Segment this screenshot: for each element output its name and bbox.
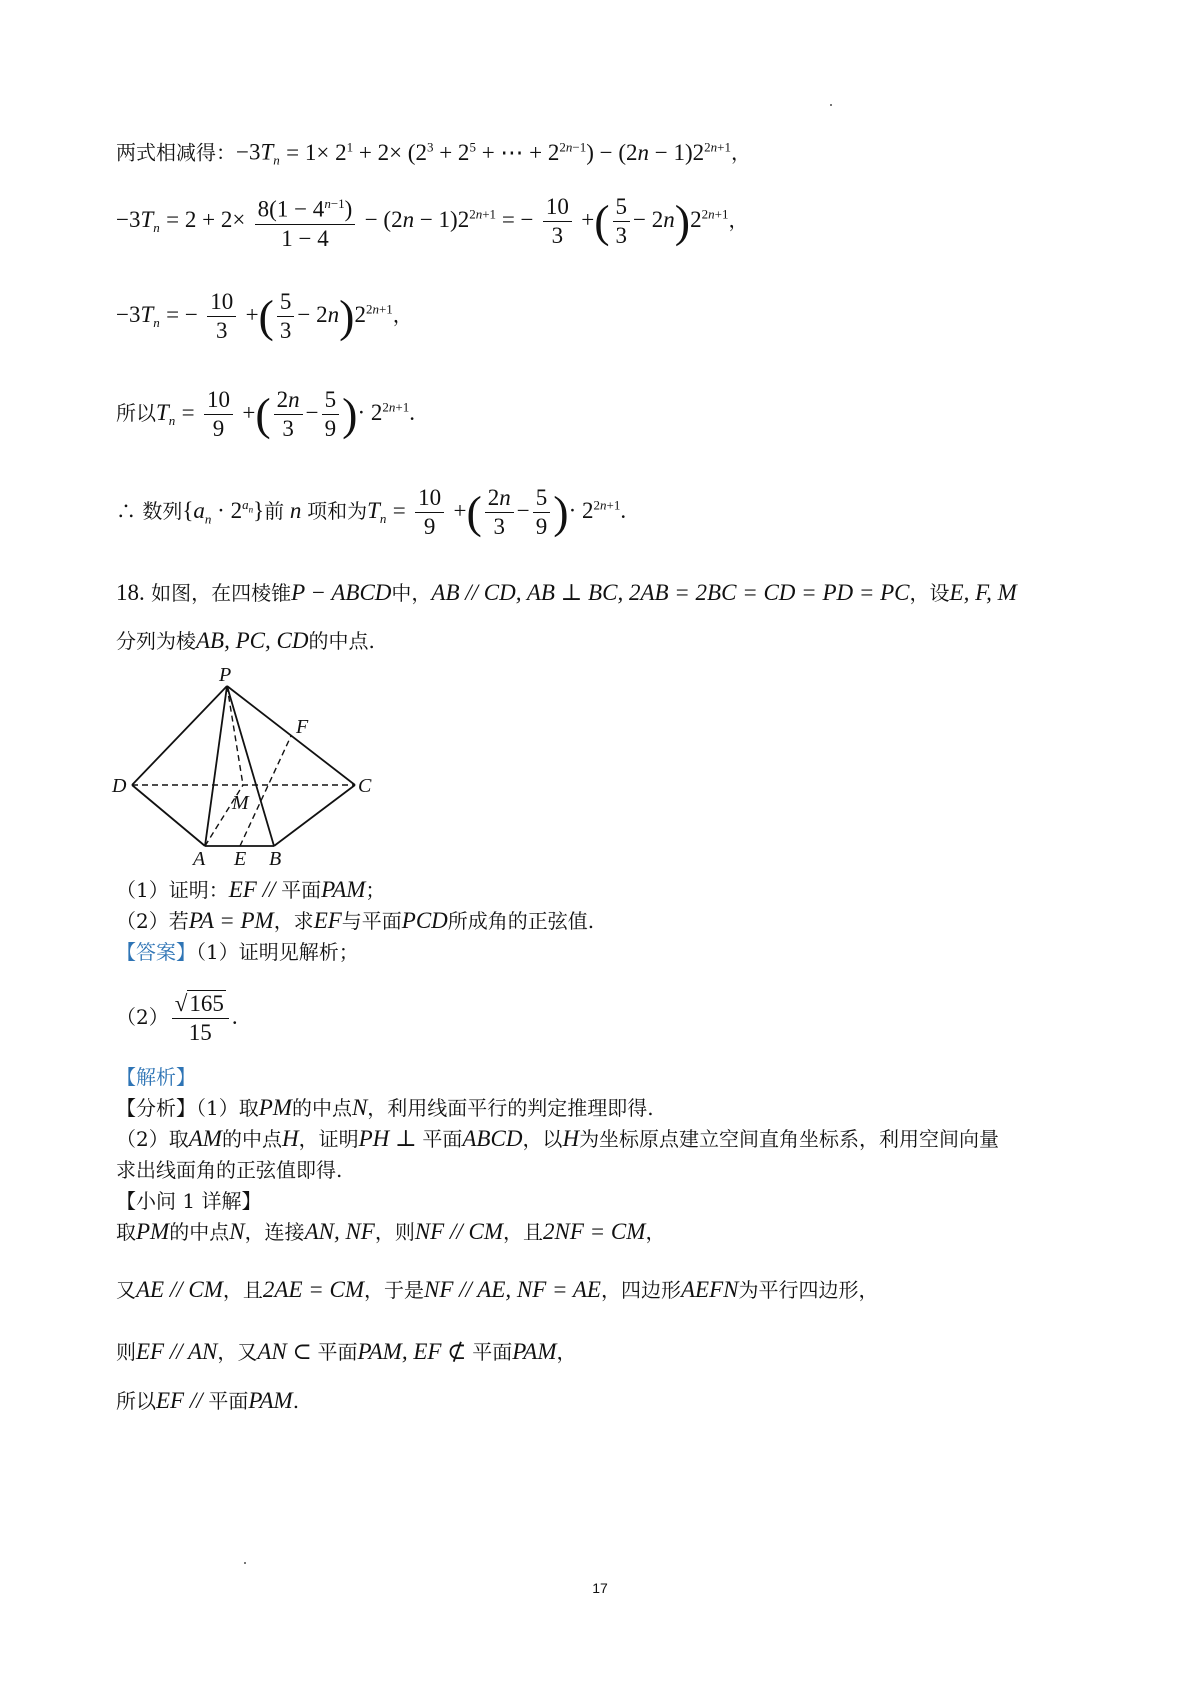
answer-line-1 xyxy=(116,937,359,967)
fenxi-tag: 【分析】 xyxy=(116,1096,196,1120)
derivation-lead-1: 两式相减得： xyxy=(116,140,236,165)
fraction: $\frac{2n}{3}$ xyxy=(485,484,514,541)
stem-text: 分列为棱 xyxy=(116,629,196,653)
solution-text: 为平行四边形， xyxy=(738,1278,879,1302)
solution-text: 平面 xyxy=(317,1340,358,1364)
answer-sqrt: 165 xyxy=(189,991,224,1016)
answer-fraction: $\frac{√165}{15}$ xyxy=(172,990,229,1047)
fraction: $\frac{5}{3}$ xyxy=(277,288,295,345)
comma: ， xyxy=(392,303,413,327)
analysis-tag-line xyxy=(116,1062,196,1092)
fenxi-text: （1）取 xyxy=(196,1096,259,1120)
fenxi-line-3 xyxy=(116,1155,342,1185)
fraction: $\frac{5}{9}$ xyxy=(533,484,551,541)
solution-line-1: 取PM的中点N，连接AN, NF，则NF // CM，且2NF = CM， xyxy=(116,1219,666,1244)
fraction: $\frac{10}{3}$ xyxy=(543,193,572,250)
derivation-line-1: 两式相减得：$-3T_n = 1\times 2^1 + 2\times (2^3 + 2^5$ + ⋯ + $2^{2n-1}) - (2n - 1)2^{2n+1}$， xyxy=(116,139,752,168)
solution-text: 又 xyxy=(116,1278,136,1302)
scan-speck xyxy=(244,1562,246,1564)
derivation-line-3: $-3T_n$ = − $\frac{10}{3}$ +( $\frac{5}{3}$ − $2n)2^{2n+1}$， xyxy=(116,289,413,343)
solution-text: ，且 xyxy=(503,1220,544,1244)
fenxi-line-2: （2）取AM的中点H，证明PH ⊥ 平面ABCD，以H为坐标原点建立空间直角坐标系，利用空间向量 xyxy=(116,1126,1000,1151)
solution-text: 平面 xyxy=(472,1340,513,1364)
solution-text: ，连接 xyxy=(244,1220,305,1244)
derivation-line-2: $-3T_n = 2 + 2\times$ $\frac{8(1 - 4^{n-1})}{1 - 4}$ − $(2n - 1)2^{2n+1}$ = − $\frac{10}{3}$ +( $\frac{5}{3}$ − $2n)2^{2n+1}$， xyxy=(116,190,748,253)
solution-text: 平面 xyxy=(208,1389,249,1413)
solution-line-3: 则EF // AN，又AN ⊂ 平面PAM, EF ⊄ 平面PAM， xyxy=(116,1339,577,1364)
answer-den: 15 xyxy=(188,1020,212,1045)
stem-text: 的中点. xyxy=(308,629,375,653)
derivation-lead-4: 所以 xyxy=(116,401,156,425)
solution-text: ，又 xyxy=(217,1340,258,1364)
solution-text: ，四边形 xyxy=(600,1278,681,1302)
answer-2-label: （2） xyxy=(116,1005,169,1029)
derivation-line-5: ∴ 数列$\{a_n \cdot 2^{a_n}\}$前 n 项和为$T_n$ = $\frac{10}{9}$ +( $\frac{2n}{3}$ − $\frac{5}{9}$ )· $2^{2n+1}$. xyxy=(116,485,627,539)
problem-number: 18. xyxy=(116,580,145,605)
fenxi-line-1: 【分析】（1）取PM的中点N，利用线面平行的判定推理即得. xyxy=(116,1095,654,1120)
solution-line-4: 所以EF // 平面PAM. xyxy=(116,1388,300,1413)
solution-text: 的中点 xyxy=(169,1220,230,1244)
solution-text: ， xyxy=(645,1220,666,1244)
fraction: $\frac{8(1 - 4^{n-1})}{1 - 4}$ xyxy=(255,190,356,253)
fraction: $\frac{10}{3}$ xyxy=(207,288,236,345)
fenxi-text: （2）取 xyxy=(116,1127,189,1151)
fraction: $\frac{5}{9}$ xyxy=(322,386,340,443)
derivation-lead-5: ∴ 数列 xyxy=(116,499,183,523)
stem-text: 中， xyxy=(391,581,432,605)
comma: ， xyxy=(728,207,749,232)
solution-text: ， xyxy=(556,1340,577,1364)
q2-text: 所成角的正弦值. xyxy=(447,909,595,933)
label-e: E xyxy=(234,848,247,865)
solution-line-2: 又AE // CM，且2AE = CM，于是NF // AE, NF = AE，四边形AEFN为平行四边形， xyxy=(116,1277,879,1302)
question-1: （1）证明：EF // 平面PAM； xyxy=(116,877,386,902)
solution-text: ，则 xyxy=(374,1220,415,1244)
answer-tag: 【答案】 xyxy=(116,940,196,964)
fenxi-text: ，利用线面平行的判定推理即得. xyxy=(367,1096,654,1120)
solution-text: 则 xyxy=(116,1340,136,1364)
q1-text: 平面 xyxy=(281,878,322,902)
page-number: 17 xyxy=(592,1580,608,1596)
label-b: B xyxy=(269,848,282,865)
label-a: A xyxy=(193,848,206,865)
answer-1: （1）证明见解析； xyxy=(196,940,359,964)
solution-text: ，于是 xyxy=(364,1278,425,1302)
pyramid-figure xyxy=(110,665,390,865)
solution-text: ，且 xyxy=(222,1278,263,1302)
analysis-tag: 【解析】 xyxy=(116,1065,196,1089)
stem-text: 如图，在四棱锥 xyxy=(151,581,292,605)
fenxi-text: 的中点 xyxy=(291,1096,352,1120)
q2-text: 与平面 xyxy=(341,909,402,933)
label-f: F xyxy=(296,716,309,738)
fraction: $\frac{10}{9}$ xyxy=(204,386,233,443)
solution-text: 所以 xyxy=(116,1389,156,1413)
fenxi-text: 的中点 xyxy=(221,1127,282,1151)
fenxi-text: 平面 xyxy=(422,1127,463,1151)
q1-text: ； xyxy=(365,878,386,902)
fraction: $\frac{5}{3}$ xyxy=(613,193,631,250)
label-p: P xyxy=(219,665,232,686)
scan-speck xyxy=(830,104,832,106)
label-d: D xyxy=(112,775,127,797)
fenxi-text: 求出线面角的正弦值即得. xyxy=(116,1158,343,1182)
sub1-tag: 【小问 1 详解】 xyxy=(116,1189,262,1213)
fenxi-text: ，证明 xyxy=(298,1127,359,1151)
fraction: $\frac{10}{9}$ xyxy=(415,484,444,541)
problem-stem-line-2: 分列为棱AB, PC, CD的中点. xyxy=(116,628,375,653)
q2-label: （2）若 xyxy=(116,909,189,933)
stem-text: ，设 xyxy=(909,581,950,605)
q1-label: （1）证明： xyxy=(116,878,229,902)
solution-text: . xyxy=(292,1389,300,1413)
fenxi-text: ，以 xyxy=(522,1127,563,1151)
answer-line-2: （2） $\frac{√165}{15}$ . xyxy=(116,991,238,1045)
label-m: M xyxy=(232,792,249,814)
comma: ， xyxy=(731,140,752,165)
solution-text: 取 xyxy=(116,1220,136,1244)
derivation-mid2-5: 项和为 xyxy=(307,499,368,523)
question-2: （2）若PA = PM，求EF与平面PCD所成角的正弦值. xyxy=(116,908,595,933)
problem-stem-line-1: 18. 如图，在四棱锥P − ABCD中，AB // CD, AB ⊥ BC, 2AB = 2BC = CD = PD = PC，设E, F, M xyxy=(116,580,1017,605)
fraction: $\frac{2n}{3}$ xyxy=(274,386,303,443)
q2-text: ，求 xyxy=(273,909,314,933)
sub1-tag-line xyxy=(116,1186,261,1216)
derivation-line-4: 所以$T_n$ = $\frac{10}{9}$ +( $\frac{2n}{3}$ − $\frac{5}{9}$ )· $2^{2n+1}$. xyxy=(116,387,415,441)
derivation-mid-5: 前 xyxy=(264,499,285,523)
label-c: C xyxy=(358,775,372,797)
fenxi-text: 为坐标原点建立空间直角坐标系，利用空间向量 xyxy=(579,1127,1000,1151)
